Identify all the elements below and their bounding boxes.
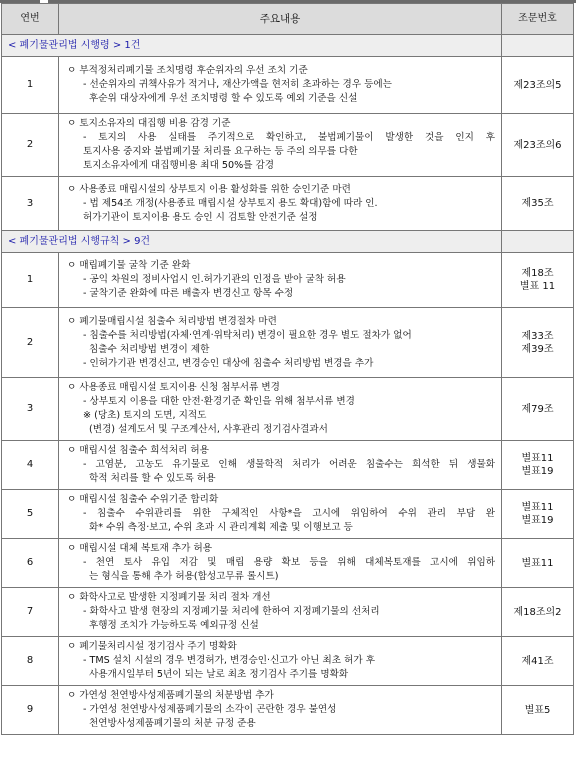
row-item-heading: ㅇ 사용종료 매립시설 토지이용 신청 첨부서류 변경: [67, 382, 280, 393]
row-item-detail: - 화학사고 발생 현장의 지정폐기물 처리에 한하여 지정폐기물의 선처리: [83, 606, 380, 617]
article-ref-item: 별표5: [524, 704, 551, 716]
row-article-ref: [502, 637, 574, 686]
section-blank-cell: [502, 35, 574, 57]
row-content: [59, 686, 502, 735]
article-ref-item: 제18조: [521, 268, 554, 279]
row-item-detail: (변경) 설계도서 및 구조계산서, 사후관리 정기검사결과서: [89, 424, 328, 435]
row-item-detail: 사용개시일부터 5년이 되는 날로 최초 정기검사 주기를 명확화: [89, 669, 349, 680]
header-no: 연번: [2, 4, 59, 35]
row-item-detail: - 침출수 수위관리를 위한 구체적인 사항*을 고시에 위임하여 수위 관리 부담 완: [83, 508, 495, 519]
row-article-ref: [502, 441, 574, 490]
row-item-heading: ㅇ 매립폐기물 굴착 기준 완화: [67, 260, 191, 271]
article-ref-item: 별표11: [521, 453, 554, 464]
row-content: [59, 177, 502, 231]
row-item-heading: ㅇ 부적정처리폐기물 조치명령 후순위자의 우선 조치 기준: [67, 65, 308, 76]
row-number: 7: [2, 588, 59, 637]
row-article-ref: [502, 114, 574, 177]
row-number: 1: [2, 253, 59, 308]
row-number: 3: [2, 177, 59, 231]
article-ref-item: 제41조: [521, 655, 554, 667]
row-article-ref: [502, 57, 574, 114]
row-item-detail: - 토지의 사용 실태를 주기적으로 확인하고, 불법폐기물이 발생한 것을 인지 후: [83, 132, 495, 143]
article-ref-item: 별표 11: [519, 281, 556, 292]
row-number: 2: [2, 308, 59, 378]
row-content: [59, 441, 502, 490]
row-number: 8: [2, 637, 59, 686]
row-number: 9: [2, 686, 59, 735]
article-ref-item: 별표19: [521, 466, 554, 477]
article-ref-item: 별표19: [521, 515, 554, 526]
article-ref-item: 별표11: [521, 502, 554, 513]
table-row: [2, 378, 574, 441]
row-content: [59, 114, 502, 177]
row-item-detail: 화* 수위 측정·보고, 수위 초과 시 관리계획 제출 및 이행보고 등: [89, 522, 353, 533]
row-item-heading: ㅇ 가연성 천연방사성제품폐기물의 처분방법 추가: [67, 690, 274, 701]
row-item-detail: 토지소유자에게 대집행비용 최대 50%를 감경: [83, 160, 275, 171]
section-blank-cell: [502, 231, 574, 253]
row-article-ref: [502, 588, 574, 637]
row-article-ref: [502, 490, 574, 539]
row-item-detail: 후순위 대상자에게 우선 조치명령 할 수 있도록 예외 기준을 신설: [89, 93, 358, 104]
table-header-row: [2, 4, 574, 35]
section-title: < 폐기물관리법 시행령 > 1건: [2, 35, 502, 57]
row-item-detail: - 인허가기관 변경신고, 변경승인 대상에 침출수 처리방법 변경을 추가: [83, 357, 374, 369]
row-item-heading: ㅇ 매립시설 침출수 수위기준 합리화: [67, 494, 219, 505]
article-ref-item: 제18조의2: [513, 606, 562, 618]
header-content: 주요내용: [59, 4, 502, 35]
row-content: [59, 378, 502, 441]
article-ref-item: 제23조의5: [513, 79, 562, 91]
row-item-detail: 는 형식을 통해 추가 허용(합성고무류 롤시트): [89, 571, 279, 582]
article-ref-item: 제23조의6: [513, 139, 562, 151]
row-number: 5: [2, 490, 59, 539]
row-item-detail: - 공익 차원의 정비사업시 인.허가기관의 인정을 받아 굴착 허용: [83, 274, 346, 285]
row-item-heading: ㅇ 폐기물처리시설 정기검사 주기 명확화: [67, 641, 237, 652]
row-item-heading: ㅇ 매립시설 대체 복토재 추가 허용: [67, 543, 212, 554]
table-body: [2, 35, 574, 735]
row-item-detail: 토지사용 중지와 불법폐기물 처리를 요구하는 등 주의 의무를 다한: [83, 146, 358, 157]
row-number: 3: [2, 378, 59, 441]
article-ref-item: 제33조: [521, 330, 554, 342]
row-item-detail: - 침출수를 처리방법(자체·연계·위탁처리) 변경이 필요한 경우 별도 절차가 없어: [83, 329, 412, 341]
row-content: [59, 253, 502, 308]
section-title: < 폐기물관리법 시행규칙 > 9건: [2, 231, 502, 253]
amendment-table: [1, 3, 574, 735]
row-item-detail: 학적 처리를 할 수 있도록 허용: [89, 473, 216, 484]
row-number: 2: [2, 114, 59, 177]
row-content: [59, 539, 502, 588]
article-ref-item: 별표11: [521, 557, 554, 569]
row-article-ref: [502, 539, 574, 588]
row-item-heading: ㅇ 사용종료 매립시설의 상부토지 이용 활성화를 위한 승인기준 마련: [67, 183, 351, 195]
row-item-detail: 허가기관이 토지이용 용도 승인 시 검토할 안전기준 설정: [83, 211, 318, 223]
table-row: [2, 253, 574, 308]
row-item-detail: 천연방사성제품폐기물의 처분 규정 준용: [89, 718, 256, 729]
row-content: [59, 308, 502, 378]
row-item-heading: ㅇ 토지소유자의 대집행 비용 감경 기준: [67, 118, 231, 129]
section-header-row: [2, 35, 574, 57]
table-row: [2, 637, 574, 686]
row-item-heading: ㅇ 매립시설 침출수 희석처리 허용: [67, 445, 209, 456]
table-row: [2, 539, 574, 588]
row-item-detail: 침출수 처리방법 변경이 제한: [89, 343, 210, 355]
article-ref-item: 제79조: [521, 403, 554, 415]
table-row: [2, 441, 574, 490]
row-article-ref: [502, 378, 574, 441]
row-item-detail: - TMS 설치 시설의 경우 변경허가, 변경승인·신고가 아닌 최초 허가 후: [83, 655, 375, 666]
row-content: [59, 490, 502, 539]
row-content: [59, 588, 502, 637]
row-content: [59, 57, 502, 114]
section-header-row: [2, 231, 574, 253]
row-item-detail: - 고염분, 고농도 유기물로 인해 생물학적 처리가 어려운 침출수는 희석한 뒤 생물화: [83, 459, 495, 470]
row-item-detail: - 상부토지 이용을 대한 안전·환경기준 확인을 위해 첨부서류 변경: [83, 396, 355, 407]
row-article-ref: [502, 308, 574, 378]
article-ref-item: 제39조: [521, 343, 554, 355]
row-item-heading: ㅇ 폐기물매립시설 침출수 처리방법 변경절차 마련: [67, 315, 277, 327]
row-item-detail: - 굴착기준 완화에 따른 배출자 변경신고 항목 수정: [83, 288, 294, 299]
table-row: [2, 308, 574, 378]
row-number: 4: [2, 441, 59, 490]
table-row: [2, 588, 574, 637]
table-row: [2, 490, 574, 539]
row-article-ref: [502, 686, 574, 735]
table-row: [2, 57, 574, 114]
row-number: 1: [2, 57, 59, 114]
table-row: [2, 686, 574, 735]
row-item-detail: 후행정 조치가 가능하도록 예외규정 신설: [89, 620, 259, 631]
row-number: 6: [2, 539, 59, 588]
row-item-detail: - 선순위자의 귀책사유가 적거나, 재산가액을 현저히 초과하는 경우 등에는: [83, 79, 392, 90]
row-article-ref: [502, 253, 574, 308]
row-item-detail: - 법 제54조 개정(사용종료 매립시설 상부토지 용도 확대)함에 따라 인.: [83, 197, 378, 209]
header-ref: 조문번호: [502, 4, 574, 35]
row-content: [59, 637, 502, 686]
table-row: [2, 114, 574, 177]
row-item-heading: ㅇ 화학사고로 발생한 지정폐기물 처리 절차 개선: [67, 592, 271, 603]
row-item-detail: ※ (당초) 토지의 도면, 지적도: [83, 410, 207, 421]
row-item-detail: - 천연 토사 유입 저감 및 매립 용량 확보 등을 위해 대체복토재를 고시에 위임하: [83, 557, 495, 568]
row-item-detail: - 가연성 천연방사성제품폐기물의 소각이 곤란한 경우 불연성: [83, 704, 337, 715]
article-ref-item: 제35조: [521, 198, 554, 209]
table-row: [2, 177, 574, 231]
row-article-ref: [502, 177, 574, 231]
